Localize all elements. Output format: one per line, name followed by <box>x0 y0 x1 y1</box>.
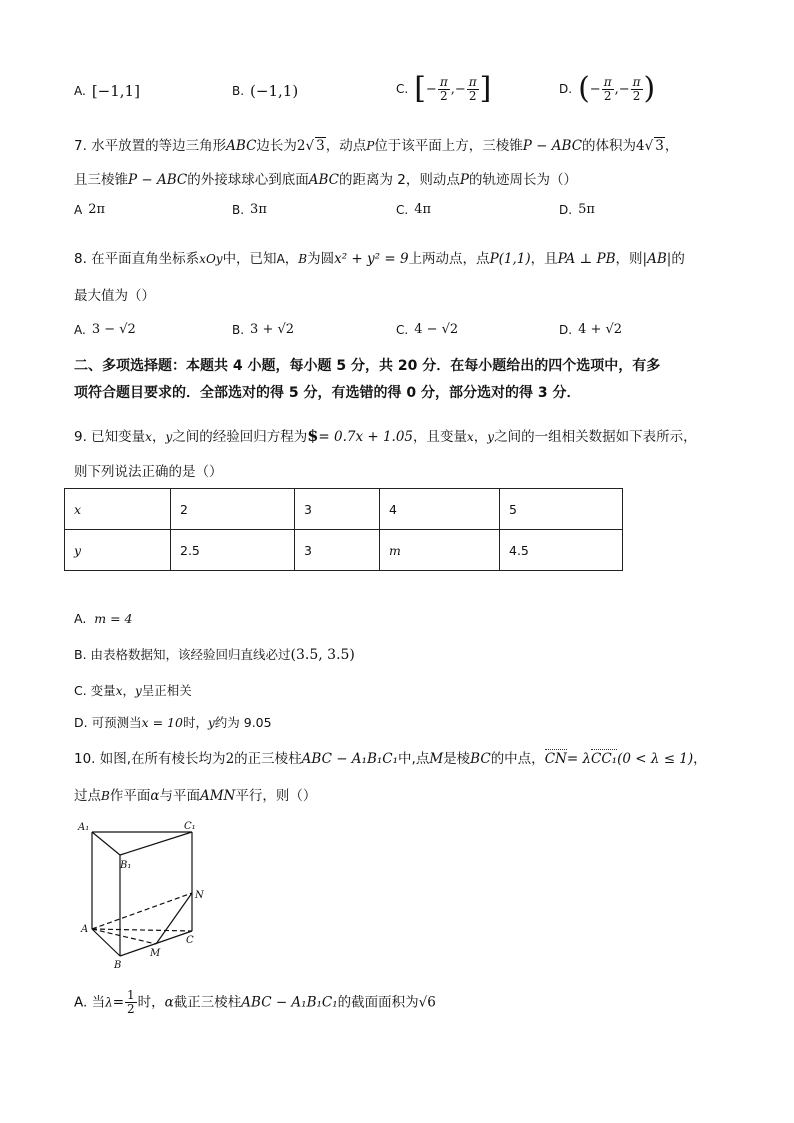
label-b: B <box>114 960 122 971</box>
edge-a-m <box>92 929 156 944</box>
label-b1: B₁ <box>120 860 132 871</box>
q7-option-a: A 2π <box>74 202 106 217</box>
q8-line-2: 最大值为（） <box>74 288 155 304</box>
frac-pi-2: $\frac{\pi}{2}$ <box>439 74 448 103</box>
table-cell: 4 <box>380 489 500 530</box>
q8-option-a: A. 3 − √2 <box>74 322 136 337</box>
q9-data-table <box>64 488 623 571</box>
q8-option-c: C. 4 − √2 <box>396 322 459 337</box>
q8-option-b: B. 3 + √2 <box>232 322 295 337</box>
table-cell: 3 <box>295 530 380 571</box>
q10-option-a: A. 当λ= $\frac{1}{2}$ 时，α截正三棱柱ABC − A₁B₁C₁的截面面积为√6 <box>74 988 436 1016</box>
table-cell: 3 <box>295 489 380 530</box>
label-m: M <box>150 948 161 959</box>
edge-a1-b1 <box>92 832 120 855</box>
q7-line-2: 且三棱锥P − ABC的外接球球心到底面ABC的距离为 2，则动点P的轨迹周长为（） <box>74 172 577 188</box>
q7-option-d: D. 5π <box>559 202 595 217</box>
q9-option-a: A. m = 4 <box>74 611 133 626</box>
q9-option-c: C. 变量x，y呈正相关 <box>74 683 192 698</box>
edge-a-c <box>92 929 192 931</box>
q7-line-1: 7. 水平放置的等边三角形ABC边长为2√ 3，动点P位于该平面上方，三棱锥P − ABC的体积为4√ 3， <box>74 138 679 154</box>
table-row <box>65 489 623 530</box>
label-c: C <box>186 935 194 946</box>
table-cell: m <box>380 530 500 571</box>
q6-options <box>74 71 714 106</box>
q6-option-c: C. [ − $\frac{\pi}{2}$ ,− $\frac{\pi}{2}$ ] <box>396 71 492 106</box>
prism-figure <box>70 818 210 978</box>
edge-a-b <box>92 929 120 956</box>
q8-line-1: 8. 在平面直角坐标系xOy中，已知A，B为圆x² + y² = 9上两动点，点P(1,1)，且PA ⊥ PB，则|AB|的 <box>74 251 685 267</box>
edge-a-n <box>92 893 192 929</box>
q6-option-b: B. (−1,1) <box>232 82 299 100</box>
frac-pi-2: $\frac{\pi}{2}$ <box>468 74 477 103</box>
table-cell: 5 <box>500 489 623 530</box>
q7-options <box>74 202 714 228</box>
q6-option-a: A. [−1,1] <box>74 82 140 100</box>
label-n: N <box>195 890 204 901</box>
label-a: A <box>81 924 89 935</box>
frac-pi-2: $\frac{\pi}{2}$ <box>603 74 612 103</box>
edge-b1-c1 <box>120 832 192 855</box>
q7-option-c: C. 4π <box>396 202 432 217</box>
q10-line-2: 过点B作平面α与平面AMN平行，则（） <box>74 788 317 804</box>
q9-option-b: B. 由表格数据知，该经验回归直线必过(3.5, 3.5) <box>74 647 355 663</box>
q7-option-b: B. 3π <box>232 202 267 217</box>
label-a1: A₁ <box>78 822 90 833</box>
table-cell: 4.5 <box>500 530 623 571</box>
q6-option-d: D. ( − $\frac{\pi}{2}$ ,− $\frac{\pi}{2}$ ) <box>559 71 656 106</box>
table-row <box>65 530 623 571</box>
label-c1: C₁ <box>184 821 196 832</box>
section-2-heading: 二、多项选择题：本题共 4 小题，每小题 5 分，共 20 分．在每小题给出的四个选项中，有多 项符合题目要求的．全部选对的得 5 分，有选错的得 0 分，部分选对的得 3 分． <box>74 358 661 401</box>
frac-pi-2: $\frac{\pi}{2}$ <box>632 74 641 103</box>
table-cell: y <box>65 530 171 571</box>
q9-line-2: 则下列说法正确的是（） <box>74 464 223 480</box>
q8-option-d: D. 4 + √2 <box>559 322 623 337</box>
q8-options <box>74 322 714 348</box>
q10-line-1: 10. 如图,在所有棱长均为2的正三棱柱ABC − A₁B₁C₁中,点M是棱BC的中点，CN= λCC₁(0 < λ ≤ 1)， <box>74 751 707 767</box>
table-cell: 2.5 <box>171 530 295 571</box>
q9-line-1: 9. 已知变量x，y之间的经验回归方程为$= 0.7x + 1.05，且变量x，y之间的一组相关数据如下表所示， <box>74 426 697 445</box>
table-cell: 2 <box>171 489 295 530</box>
table-cell: x <box>65 489 171 530</box>
q9-option-d: D. 可预测当x = 10时，y约为 9.05 <box>74 715 272 730</box>
